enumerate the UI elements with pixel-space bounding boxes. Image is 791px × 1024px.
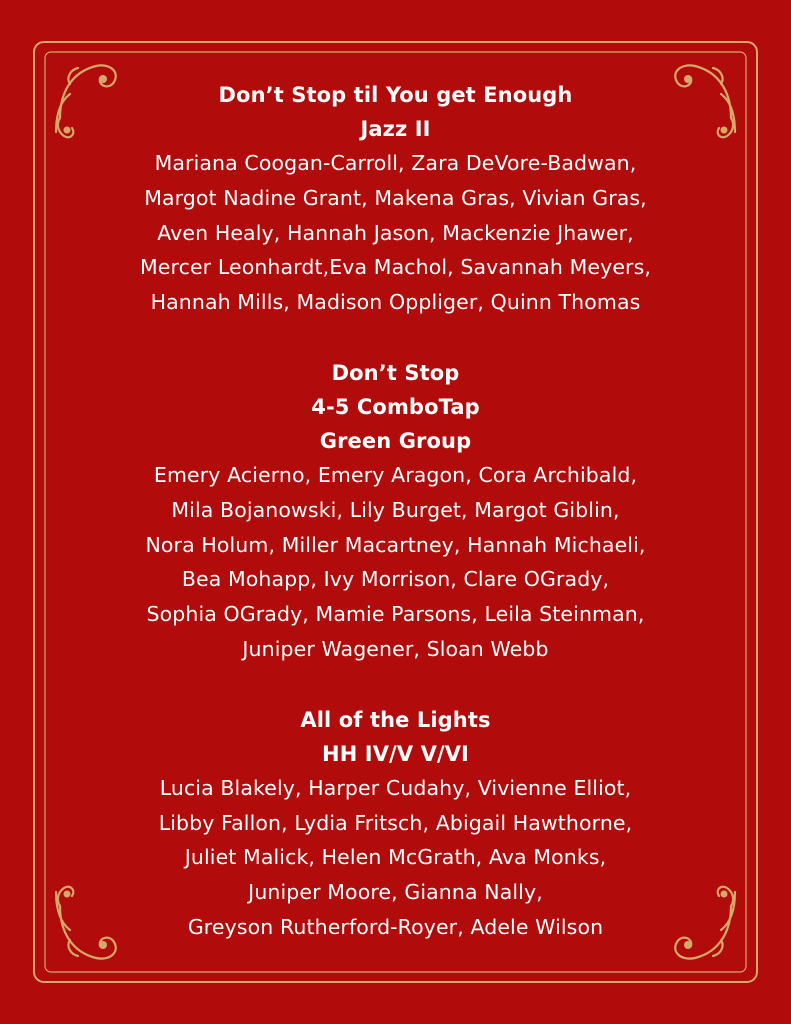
dancer-line: Aven Healy, Hannah Jason, Mackenzie Jhawer,: [157, 220, 634, 245]
dancer-line: Juniper Wagener, Sloan Webb: [242, 636, 549, 661]
dancer-line: Mila Bojanowski, Lily Burget, Margot Giblin,: [171, 497, 620, 522]
dancer-list: [60, 146, 731, 320]
dancer-line: Hannah Mills, Madison Oppliger, Quinn Thomas: [150, 290, 641, 315]
dancer-line: Mercer Leonhardt,Eva Machol, Savannah Meyers,: [140, 255, 651, 280]
class-name: HH IV/V V/VI: [322, 741, 469, 766]
group-name: Green Group: [319, 428, 472, 453]
dancer-line: Lucia Blakely, Harper Cudahy, Vivienne Elliot,: [159, 775, 632, 800]
dancer-line: Nora Holum, Miller Macartney, Hannah Michaeli,: [145, 532, 646, 557]
dancer-line: Sophia OGrady, Mamie Parsons, Leila Steinman,: [146, 602, 645, 627]
song-title: Don’t Stop: [331, 360, 460, 385]
song-title: Don’t Stop til You get Enough: [218, 83, 573, 107]
dancer-list: [60, 458, 731, 667]
dancer-line: Greyson Rutherford-Royer, Adele Wilson: [187, 914, 604, 939]
performance-section: [60, 78, 731, 320]
dancer-line: Juliet Malick, Helen McGrath, Ava Monks,: [184, 845, 607, 870]
class-name: Jazz II: [360, 117, 431, 141]
song-title: All of the Lights: [300, 707, 491, 732]
dancer-line: Juniper Moore, Gianna Nally,: [248, 880, 543, 905]
dancer-line: Mariana Coogan-Carroll, Zara DeVore-Badwan,: [154, 151, 637, 175]
dancer-line: Emery Acierno, Emery Aragon, Cora Archibald,: [153, 462, 638, 487]
dancer-line: Margot Nadine Grant, Makena Gras, Vivian Gras,: [144, 185, 647, 210]
dancer-list: [60, 771, 731, 945]
performance-section: [60, 356, 731, 667]
program-content: [60, 78, 731, 981]
performance-section: [60, 703, 731, 945]
dancer-line: Bea Mohapp, Ivy Morrison, Clare OGrady,: [181, 567, 610, 592]
class-name: 4-5 ComboTap: [311, 394, 480, 419]
dancer-line: Libby Fallon, Lydia Fritsch, Abigail Hawthorne,: [158, 810, 633, 835]
